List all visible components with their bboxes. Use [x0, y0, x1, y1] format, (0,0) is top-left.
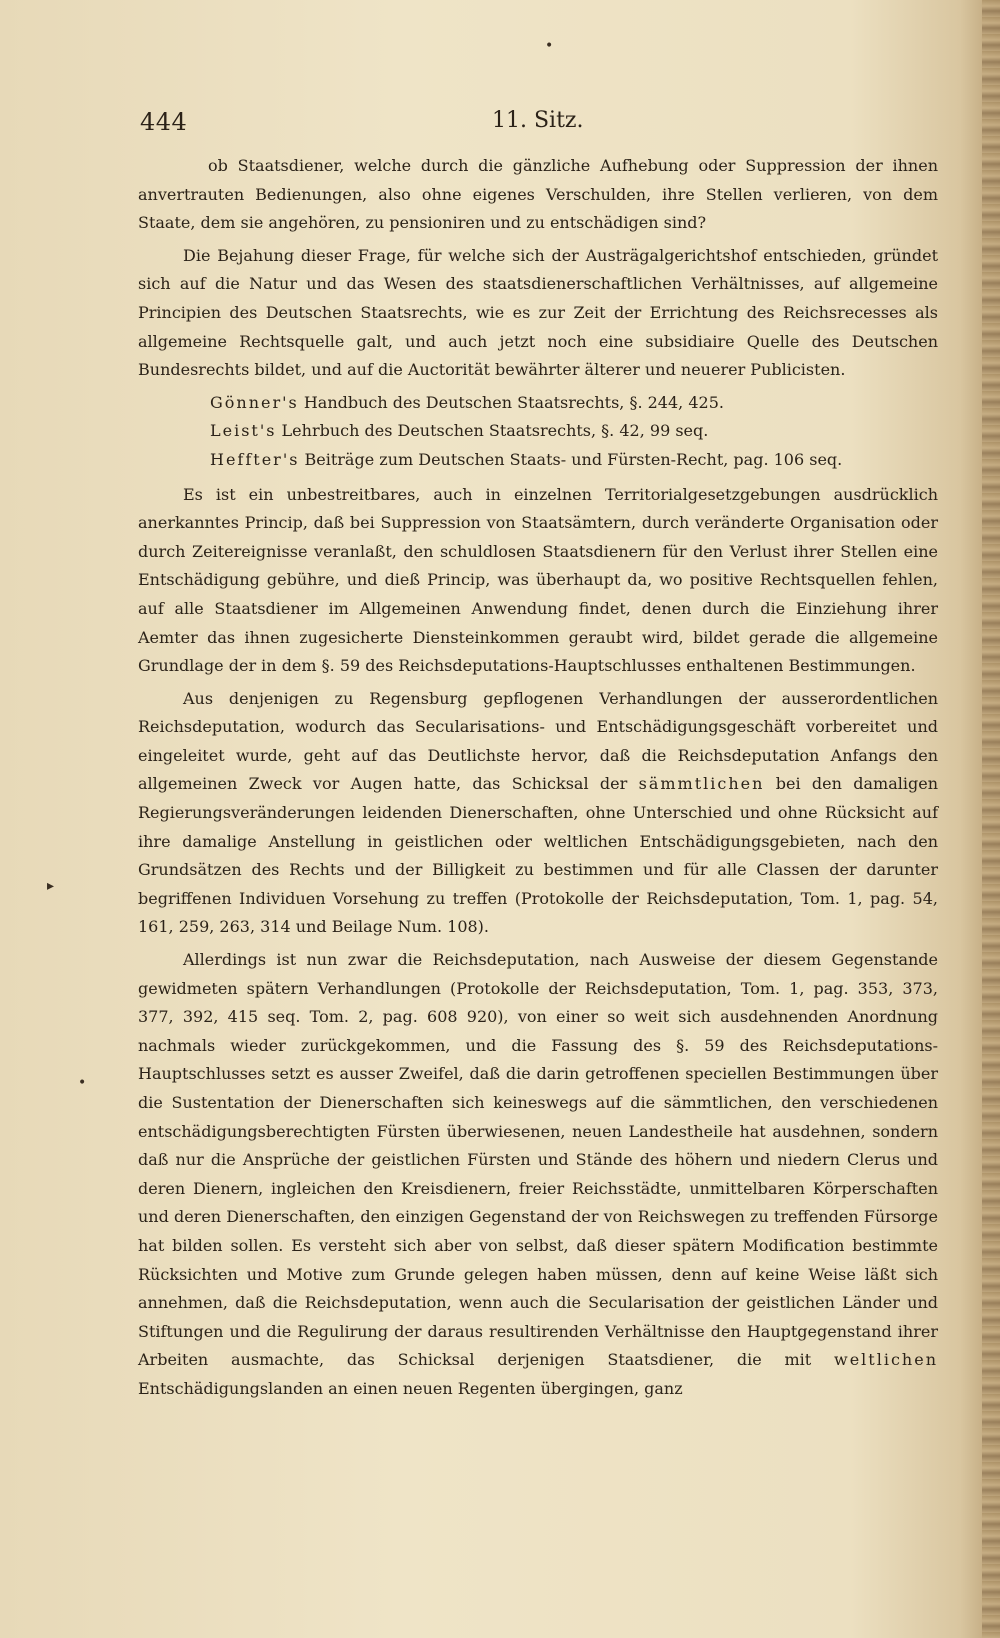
paragraph: ob Staatsdiener, welche durch die gänzliche Aufhebung oder Suppression der ihnen anvertrauten Bedienungen, also ohne eigenes Verschulden, ihre Stellen verlieren, von dem Staate, dem sie angehören, zu pensioniren und zu entschädigen sind? — [138, 156, 938, 233]
reference-title: Lehrbuch des Deutschen Staatsrechts, §. 42, 99 seq. — [276, 421, 709, 441]
reference-line — [138, 446, 938, 475]
paragraph: Die Bejahung dieser Frage, für welche sich der Austrägalgerichtshof entschieden, gründet sich auf die Natur und das Wesen des staatsdienerschaftlichen Verhältnisses, auf allgemeine Principien des Deutschen Staatsrechts, wie es zur Zeit der Errichtung des Reichsrecesses als allgemeine Rechtsquelle galt, und auch jetzt noch eine subsidiaire Quelle des Deutschen Bundesrechts bildet, und auf die Auctorität bewährter älterer und neuerer Publicisten. — [138, 245, 938, 380]
paragraph — [138, 685, 938, 942]
page-number: 444 — [140, 108, 188, 136]
paragraph — [138, 946, 938, 1404]
paragraph: Es ist ein unbestreitbares, auch in einzelnen Territorialgesetzgebungen ausdrücklich anerkanntes Princip, daß bei Suppression von Staatsämtern, durch veränderte Organisation oder durch Zeitereignisse veranlaßt, den schuldlosen Staatsdienern für den Verlust ihrer Stellen eine Entschädigung gebühre, und dieß Princip, was überhaupt da, wo positive Rechtsquellen fehlen, auf alle Staatsdiener im Allgemeinen Anwendung findet, denen durch die Einziehung ihrer Aemter das ihnen zugesicherte Diensteinkommen geraubt wird, bildet gerade die allgemeine Grundlage der in dem §. 59 des Reichsdeputations-Hauptschlusses enthaltenen Bestimmungen. — [138, 484, 938, 676]
reference-line — [138, 417, 938, 446]
paragraph-text: Entschädigungslanden an einen neuen Regenten übergingen, ganz — [138, 1378, 683, 1398]
reference-title: Beiträge zum Deutschen Staats- und Fürsten-Recht, pag. 106 seq. — [299, 449, 843, 469]
page-header — [140, 108, 940, 142]
paragraph-text: Allerdings ist nun zwar die Reichsdeputation, nach Ausweise der diesem Gegenstande gewidmeten spätern Verhandlungen (Protokolle der Reichsdeputation, Tom. 1, pag. 353, 373, 377, 392, 415 seq. Tom. 2, pag. 608 920), von einer so weit sich ausdehnenden Anordnung nachmals wieder zurückgekommen, und die Fassung des §. 59 des Reichsdeputations-Hauptschlusses setzt es ausser Zweifel, daß die darin getroffenen speciellen Bestimmungen über die Sustentation der Dienerschaften sich keineswegs auf die sämmtlichen, den verschiedenen entschädigungsberechtigten Fürsten überwiesenen, neuen Landestheile hat ausdehnen, sondern daß nur die Ansprüche der geistlichen Fürsten und Stände des höhern und niedern Clerus und deren Dienern, ingleichen den Kreisdienern, freier Reichsstädte, unmittelbaren Körperschaften und deren Dienerschaften, den einzigen Gegenstand der von Reichswegen zu treffenden Fürsorge hat bilden sollen. Es versteht sich aber von selbst, daß dieser spätern Modification bestimmte Rücksichten und Motive zum Grunde gelegen haben müssen, denn auf keine Weise läßt sich annehmen, daß die Reichsdeputation, wenn auch die Secularisation der geistlichen Länder und Stiftungen und die Regulirung der daraus resultirenden Verhältnisse den Hauptgegenstand ihrer Arbeiten ausmachte, das Schicksal derjenigen Staatsdiener, die mit — [138, 950, 938, 1370]
paragraph-text: bei den damaligen Regierungsveränderungen leidenden Dienerschaften, ohne Unterschied und ohne Rücksicht auf ihre damalige Anstellung in geistlichen oder weltlichen Entschädigungsgebieten, nach den Grundsätzen des Rechts und der Billigkeit zu bestimmen und für alle Classen der darunter begriffenen Individuen Vorsehung zu treffen (Protokolle der Reichsdeputation, Tom. 1, pag. 54, 161, 259, 263, 314 und Beilage Num. 108). — [138, 774, 938, 937]
body-text — [138, 152, 938, 1408]
page-edge — [982, 0, 1000, 1638]
ink-dot: • — [545, 38, 554, 54]
reference-line — [138, 389, 938, 418]
emphasis: sämmtlichen — [638, 774, 765, 794]
reference-title: Handbuch des Deutschen Staatsrechts, §. 244, 425. — [298, 392, 724, 412]
paragraph-text: Aus denjenigen zu Regensburg gepflogenen Verhandlungen der ausserordentlichen Reichsdeputation, wodurch das Secularisations- und Entschädigungsgeschäft vorbereitet und eingeleitet wurde, geht auf das Deutlichste hervor, daß die Reichsdeputation Anfangs den allgemeinen Zweck vor Augen hatte, das Schicksal der — [138, 688, 938, 794]
emphasis: weltlichen — [834, 1350, 938, 1370]
reference-author: Heffter's — [210, 449, 300, 469]
margin-mark: ▸ — [47, 878, 55, 894]
reference-author: Gönner's — [210, 392, 299, 412]
running-title: 11. Sitz. — [492, 108, 584, 133]
margin-mark: • — [78, 1075, 87, 1091]
reference-author: Leist's — [210, 421, 277, 441]
